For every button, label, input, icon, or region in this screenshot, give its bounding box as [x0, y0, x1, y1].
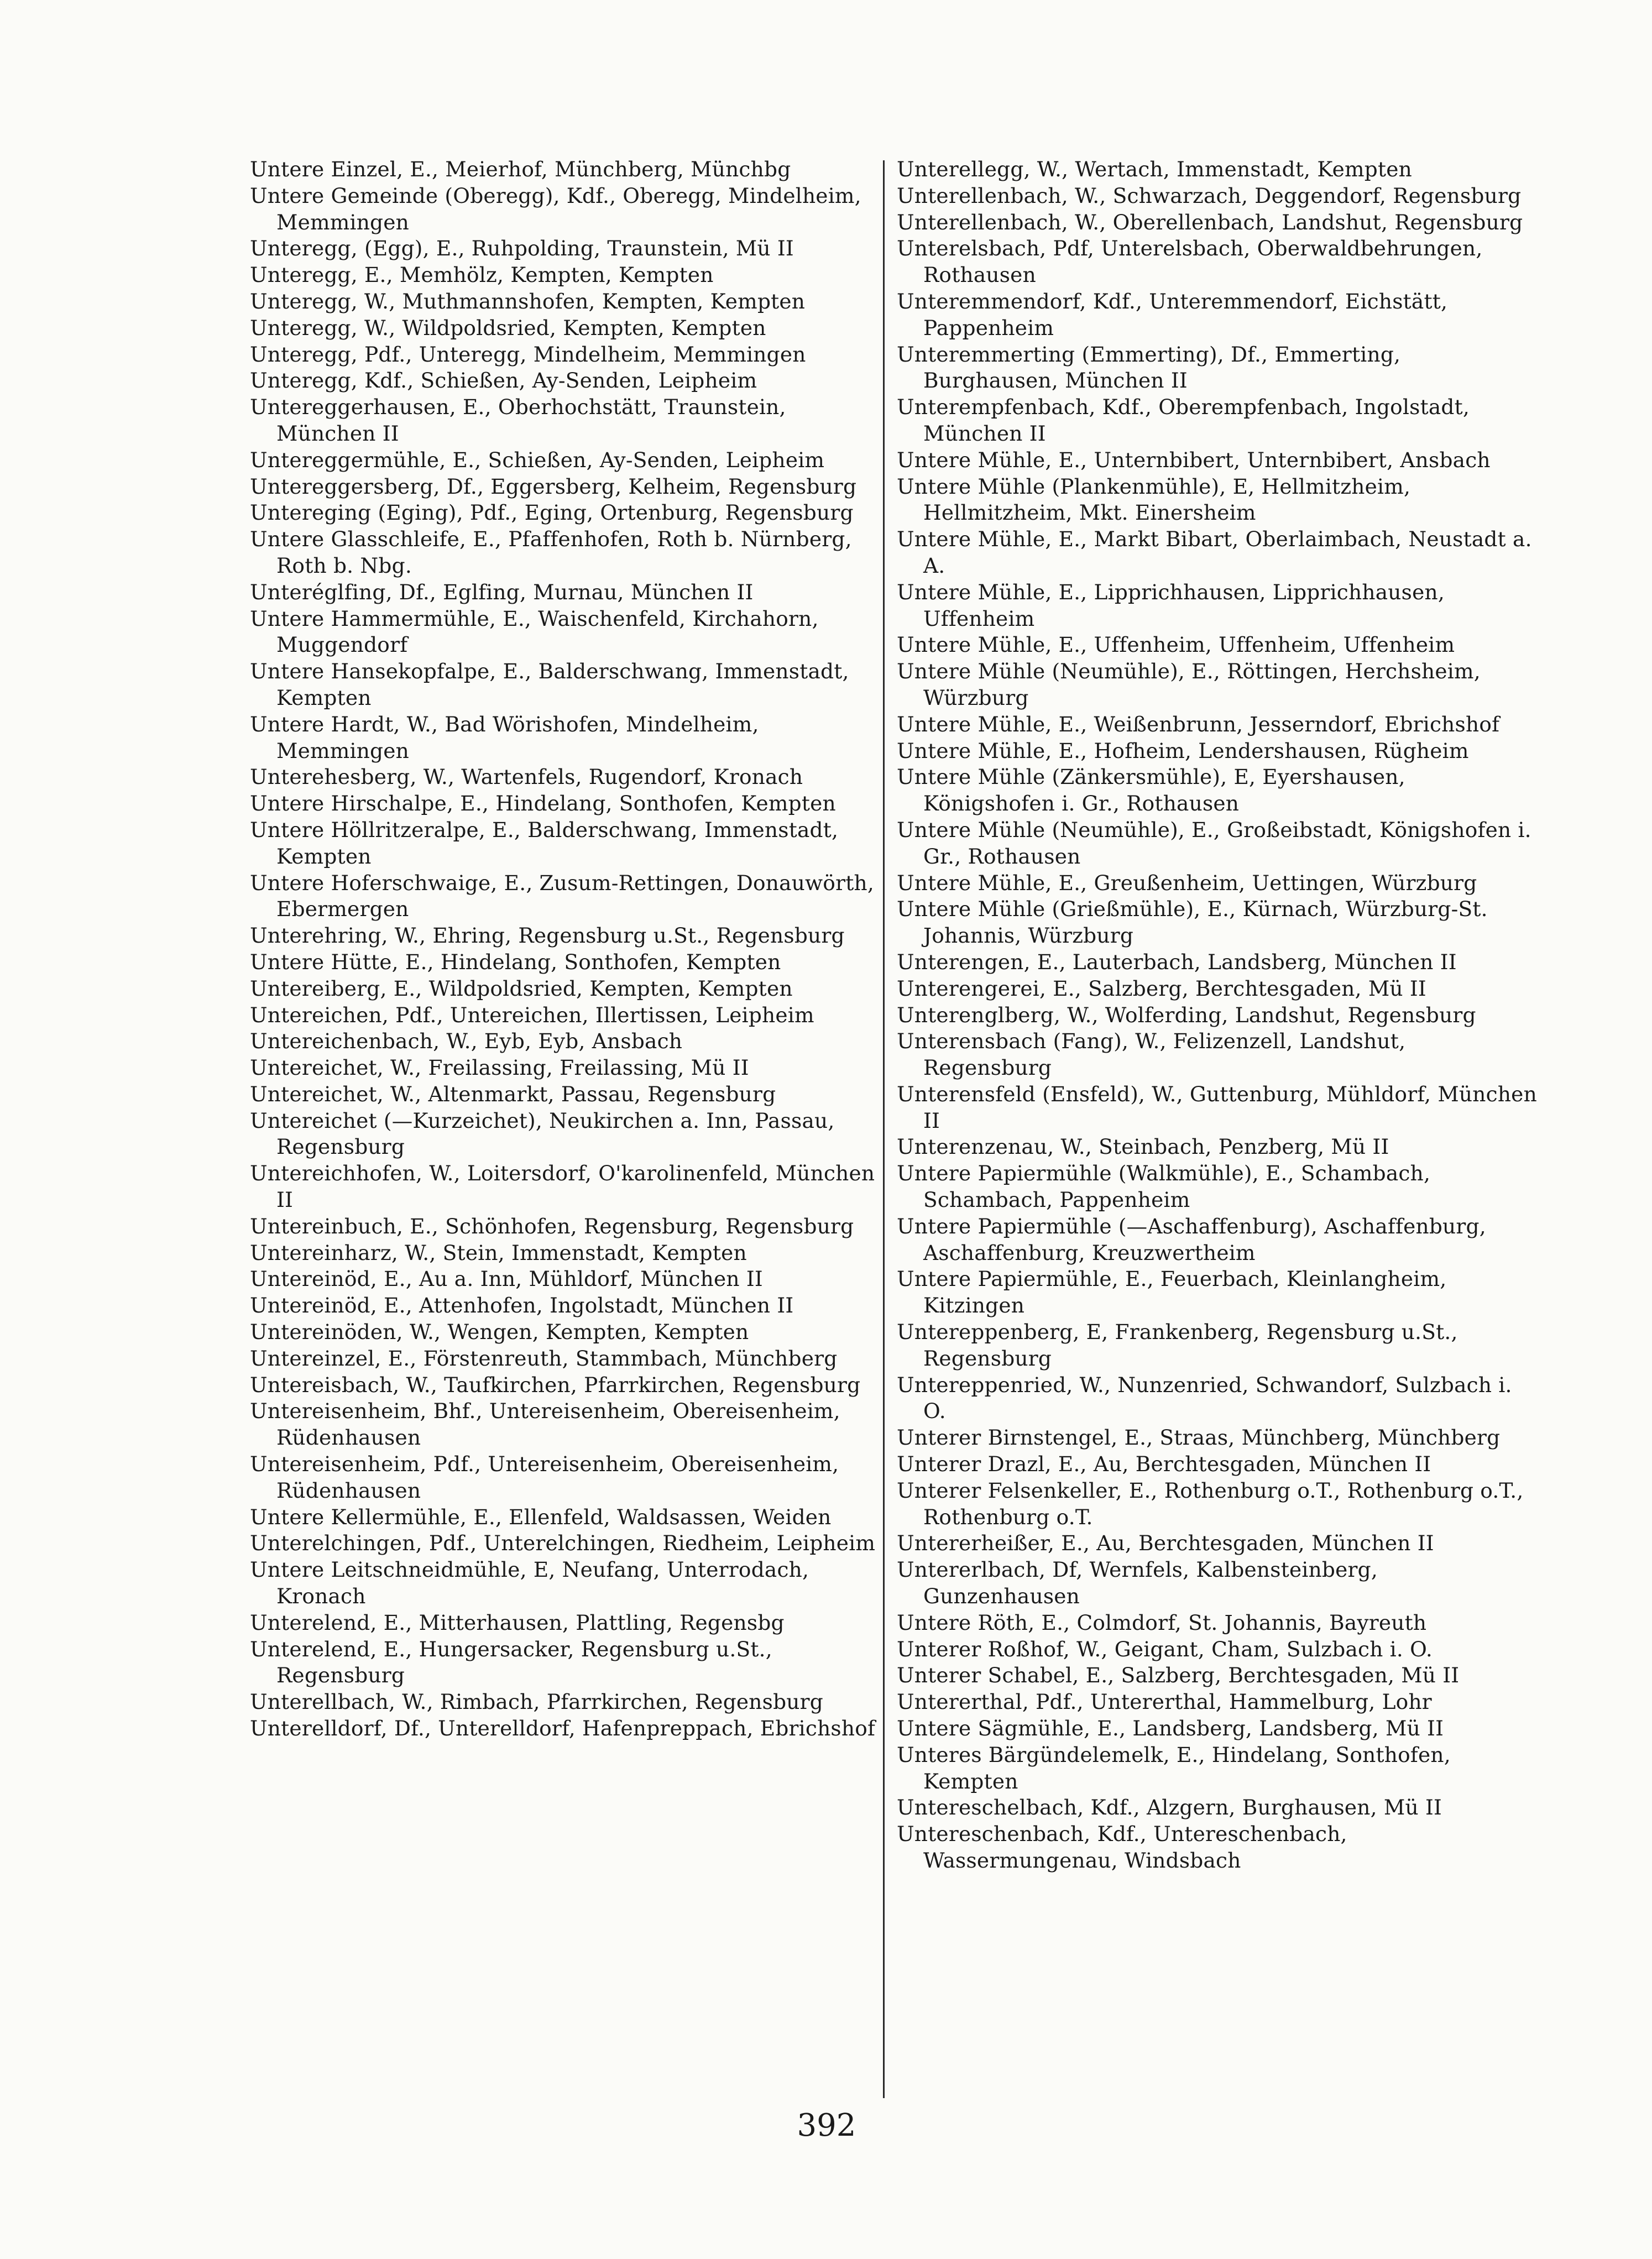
gazetteer-entry: Unteregg, Pdf., Unteregg, Mindelheim, Memmingen [250, 342, 806, 367]
gazetteer-entry: Untereichhofen, W., Loitersdorf, O'karolinenfeld, München II [250, 1161, 875, 1212]
gazetteer-entry: Untere Hardt, W., Bad Wörishofen, Mindelheim, Memmingen [250, 712, 759, 763]
gazetteer-entry: Unterensbach (Fang), W., Felizenzell, Landshut, Regensburg [897, 1029, 1406, 1080]
gazetteer-entry: Untereinöd, E., Attenhofen, Ingolstadt, München II [250, 1293, 794, 1318]
gazetteer-entry: Unterelend, E., Mitterhausen, Plattling, Regensbg [250, 1610, 785, 1635]
gazetteer-entry: Untereichen, Pdf., Untereichen, Illertissen, Leipheim [250, 1002, 814, 1027]
gazetteer-entry: Unterempfenbach, Kdf., Oberempfenbach, Ingolstadt, München II [897, 395, 1470, 446]
gazetteer-entry: Untere Mühle (Grießmühle), E., Kürnach, Würzburg-St. Johannis, Würzburg [897, 897, 1488, 948]
gazetteer-entry: Untere Sägmühle, E., Landsberg, Landsberg, Mü II [897, 1716, 1444, 1741]
gazetteer-entry: Untere Gemeinde (Oberegg), Kdf., Oberegg, Mindelheim, Memmingen [250, 183, 861, 234]
gazetteer-entry: Untereiberg, E., Wildpoldsried, Kempten, Kempten [250, 976, 793, 1001]
gazetteer-entry: Untere Mühle (Zänkersmühle), E, Eyershausen, Königshofen i. Gr., Rothausen [897, 765, 1405, 816]
gazetteer-entry: Unterer Roßhof, W., Geigant, Cham, Sulzbach i. O. [897, 1636, 1433, 1661]
gazetteer-entry: Unterellenbach, W., Oberellenbach, Landshut, Regensburg [897, 210, 1523, 234]
gazetteer-entry: Untereppenried, W., Nunzenried, Schwandorf, Sulzbach i. O. [897, 1372, 1512, 1424]
gazetteer-entry: Untere Mühle (Plankenmühle), E, Hellmitzheim, Hellmitzheim, Mkt. Einersheim [897, 474, 1411, 525]
gazetteer-entry: Untererheißer, E., Au, Berchtesgaden, München II [897, 1531, 1434, 1556]
gazetteer-entry: Untereging (Eging), Pdf., Eging, Ortenburg, Regensburg [250, 500, 854, 525]
gazetteer-entry: Unterensfeld (Ensfeld), W., Guttenburg, Mühldorf, München II [897, 1081, 1537, 1133]
gazetteer-entry: Unterengerei, E., Salzberg, Berchtesgaden, Mü II [897, 976, 1426, 1001]
gazetteer-entry: Untereinöd, E., Au a. Inn, Mühldorf, München II [250, 1267, 763, 1291]
gazetteer-entry: Unteregg, E., Memhölz, Kempten, Kempten [250, 263, 714, 287]
page-number: 392 [797, 2108, 856, 2143]
gazetteer-entry: Untereichet (—Kurzeichet), Neukirchen a. Inn, Passau, Regensburg [250, 1108, 835, 1159]
gazetteer-entry: Untere Kellermühle, E., Ellenfeld, Waldsassen, Weiden [250, 1504, 832, 1529]
gazetteer-entry: Unterengen, E., Lauterbach, Landsberg, München II [897, 949, 1457, 974]
gazetteer-entry: Untereichenbach, W., Eyb, Eyb, Ansbach [250, 1029, 683, 1054]
gazetteer-entry: Untere Einzel, E., Meierhof, Münchberg, Münchbg [250, 157, 791, 181]
gazetteer-entry: Untere Hütte, E., Hindelang, Sonthofen, Kempten [250, 949, 781, 974]
gazetteer-entry: Unterehesberg, W., Wartenfels, Rugendorf, Kronach [250, 765, 803, 789]
gazetteer-entry: Untere Mühle, E., Markt Bibart, Oberlaimbach, Neustadt a. A. [897, 527, 1532, 578]
gazetteer-entry: Untere Hirschalpe, E., Hindelang, Sonthofen, Kempten [250, 791, 836, 816]
gazetteer-entry: Untereschenbach, Kdf., Untereschenbach, Wassermungenau, Windsbach [897, 1822, 1347, 1873]
gazetteer-entry: Unterellbach, W., Rimbach, Pfarrkirchen, Regensburg [250, 1690, 823, 1714]
column-divider [883, 160, 885, 2098]
gazetteer-entry: Untereisbach, W., Taufkirchen, Pfarrkirchen, Regensburg [250, 1372, 861, 1397]
gazetteer-entry: Untereichet, W., Freilassing, Freilassing, Mü II [250, 1055, 749, 1080]
gazetteer-entry: Untereinöden, W., Wengen, Kempten, Kempten [250, 1320, 749, 1345]
gazetteer-entry: Untere Leitschneidmühle, E, Neufang, Unterrodach, Kronach [250, 1557, 809, 1609]
gazetteer-entry: Unterer Schabel, E., Salzberg, Berchtesgaden, Mü II [897, 1663, 1460, 1688]
gazetteer-entry: Untereppenberg, E, Frankenberg, Regensburg u.St., Regensburg [897, 1320, 1458, 1371]
gazetteer-entry: Untereisenheim, Pdf., Untereisenheim, Obereisenheim, Rüdenhausen [250, 1452, 839, 1503]
gazetteer-entry: Untere Papiermühle (Walkmühle), E., Schambach, Schambach, Pappenheim [897, 1161, 1431, 1212]
gazetteer-entry: Untere Mühle (Neumühle), E., Röttingen, Herchsheim, Würzburg [897, 659, 1481, 710]
gazetteer-entry: Untere Mühle, E., Hofheim, Lendershausen, Rügheim [897, 738, 1469, 763]
gazetteer-entry: Untere Papiermühle, E., Feuerbach, Kleinlangheim, Kitzingen [897, 1267, 1447, 1318]
gazetteer-entry: Untereinzel, E., Förstenreuth, Stammbach, Münchberg [250, 1346, 838, 1371]
gazetteer-entry: Unteregg, W., Muthmannshofen, Kempten, Kempten [250, 289, 806, 313]
gazetteer-entry: Untererthal, Pdf., Untererthal, Hammelburg, Lohr [897, 1690, 1432, 1714]
gazetteer-entry: Untererlbach, Df, Wernfels, Kalbensteinberg, Gunzenhausen [897, 1557, 1378, 1609]
gazetteer-entry: Untere Papiermühle (—Aschaffenburg), Aschaffenburg, Aschaffenburg, Kreuzwertheim [897, 1214, 1486, 1265]
right-column [897, 156, 1538, 1874]
gazetteer-entry: Unteremmendorf, Kdf., Unteremmendorf, Eichstätt, Pappenheim [897, 289, 1448, 340]
gazetteer-entry: Unterelsbach, Pdf, Unterelsbach, Oberwaldbehrungen, Rothausen [897, 236, 1483, 287]
gazetteer-entry: Unteremmerting (Emmerting), Df., Emmerting, Burghausen, München II [897, 342, 1401, 393]
gazetteer-entry: Untereinbuch, E., Schönhofen, Regensburg, Regensburg [250, 1214, 854, 1238]
gazetteer-entry: Unteregg, Kdf., Schießen, Ay-Senden, Leipheim [250, 368, 757, 393]
gazetteer-entry: Untereinharz, W., Stein, Immenstadt, Kempten [250, 1240, 747, 1265]
gazetteer-entry: Unteres Bärgündelemelk, E., Hindelang, Sonthofen, Kempten [897, 1742, 1451, 1793]
gazetteer-entry: Unterer Felsenkeller, E., Rothenburg o.T., Rothenburg o.T., Rothenburg o.T. [897, 1478, 1524, 1529]
left-column [250, 156, 891, 1742]
gazetteer-entry: Unterenglberg, W., Wolferding, Landshut, Regensburg [897, 1002, 1476, 1027]
gazetteer-entry: Unterelchingen, Pdf., Unterelchingen, Riedheim, Leipheim [250, 1531, 876, 1556]
gazetteer-entry: Untere Hansekopfalpe, E., Balderschwang, Immenstadt, Kempten [250, 659, 849, 710]
gazetteer-entry: Unteregg, W., Wildpoldsried, Kempten, Kempten [250, 315, 766, 340]
gazetteer-entry: Unterellenbach, W., Schwarzach, Deggendorf, Regensburg [897, 183, 1522, 208]
gazetteer-entry: Untere Mühle, E., Greußenheim, Uettingen, Würzburg [897, 870, 1477, 895]
gazetteer-entry: Untereggersberg, Df., Eggersberg, Kelheim, Regensburg [250, 474, 857, 499]
gazetteer-entry: Untere Mühle, E., Unternbibert, Unternbibert, Ansbach [897, 447, 1491, 472]
gazetteer-entry: Untere Mühle (Neumühle), E., Großeibstadt, Königshofen i. Gr., Rothausen [897, 817, 1531, 869]
gazetteer-entry: Untere Hoferschwaige, E., Zusum-Rettingen, Donauwörth, Ebermergen [250, 870, 874, 922]
gazetteer-entry: Untereichet, W., Altenmarkt, Passau, Regensburg [250, 1081, 776, 1106]
gazetteer-entry: Unterer Birnstengel, E., Straas, Münchberg, Münchberg [897, 1425, 1501, 1450]
gazetteer-entry: Untere Höllritzeralpe, E., Balderschwang, Immenstadt, Kempten [250, 817, 839, 869]
gazetteer-entry: Untereggermühle, E., Schießen, Ay-Senden, Leipheim [250, 447, 825, 472]
gazetteer-entry: Unteréglfing, Df., Eglfing, Murnau, München II [250, 579, 754, 604]
gazetteer-entry: Untere Hammermühle, E., Waischenfeld, Kirchahorn, Muggendorf [250, 606, 819, 657]
gazetteer-entry: Unterelend, E., Hungersacker, Regensburg u.St., Regensburg [250, 1636, 772, 1688]
gazetteer-entry: Unterenzenau, W., Steinbach, Penzberg, Mü II [897, 1134, 1389, 1159]
gazetteer-entry: Untere Mühle, E., Lipprichhausen, Lipprichhausen, Uffenheim [897, 579, 1445, 631]
gazetteer-entry: Unterellegg, W., Wertach, Immenstadt, Kempten [897, 157, 1412, 181]
gazetteer-entry: Unterelldorf, Df., Unterelldorf, Hafenpreppach, Ebrichshof [250, 1716, 876, 1741]
gazetteer-entry: Untereschelbach, Kdf., Alzgern, Burghausen, Mü II [897, 1795, 1442, 1820]
gazetteer-entry: Untere Mühle, E., Weißenbrunn, Jesserndorf, Ebrichshof [897, 712, 1500, 736]
gazetteer-entry: Unterer Drazl, E., Au, Berchtesgaden, München II [897, 1452, 1431, 1477]
gazetteer-entry: Untere Mühle, E., Uffenheim, Uffenheim, Uffenheim [897, 632, 1455, 657]
gazetteer-entry: Untereggerhausen, E., Oberhochstätt, Traunstein, München II [250, 395, 786, 446]
gazetteer-entry: Untere Röth, E., Colmdorf, St. Johannis, Bayreuth [897, 1610, 1427, 1635]
gazetteer-entry: Unteregg, (Egg), E., Ruhpolding, Traunstein, Mü II [250, 236, 794, 261]
gazetteer-entry: Untere Glasschleife, E., Pfaffenhofen, Roth b. Nürnberg, Roth b. Nbg. [250, 527, 852, 578]
gazetteer-entry: Untereisenheim, Bhf., Untereisenheim, Obereisenheim, Rüdenhausen [250, 1399, 840, 1450]
gazetteer-entry: Unterehring, W., Ehring, Regensburg u.St., Regensburg [250, 923, 845, 948]
